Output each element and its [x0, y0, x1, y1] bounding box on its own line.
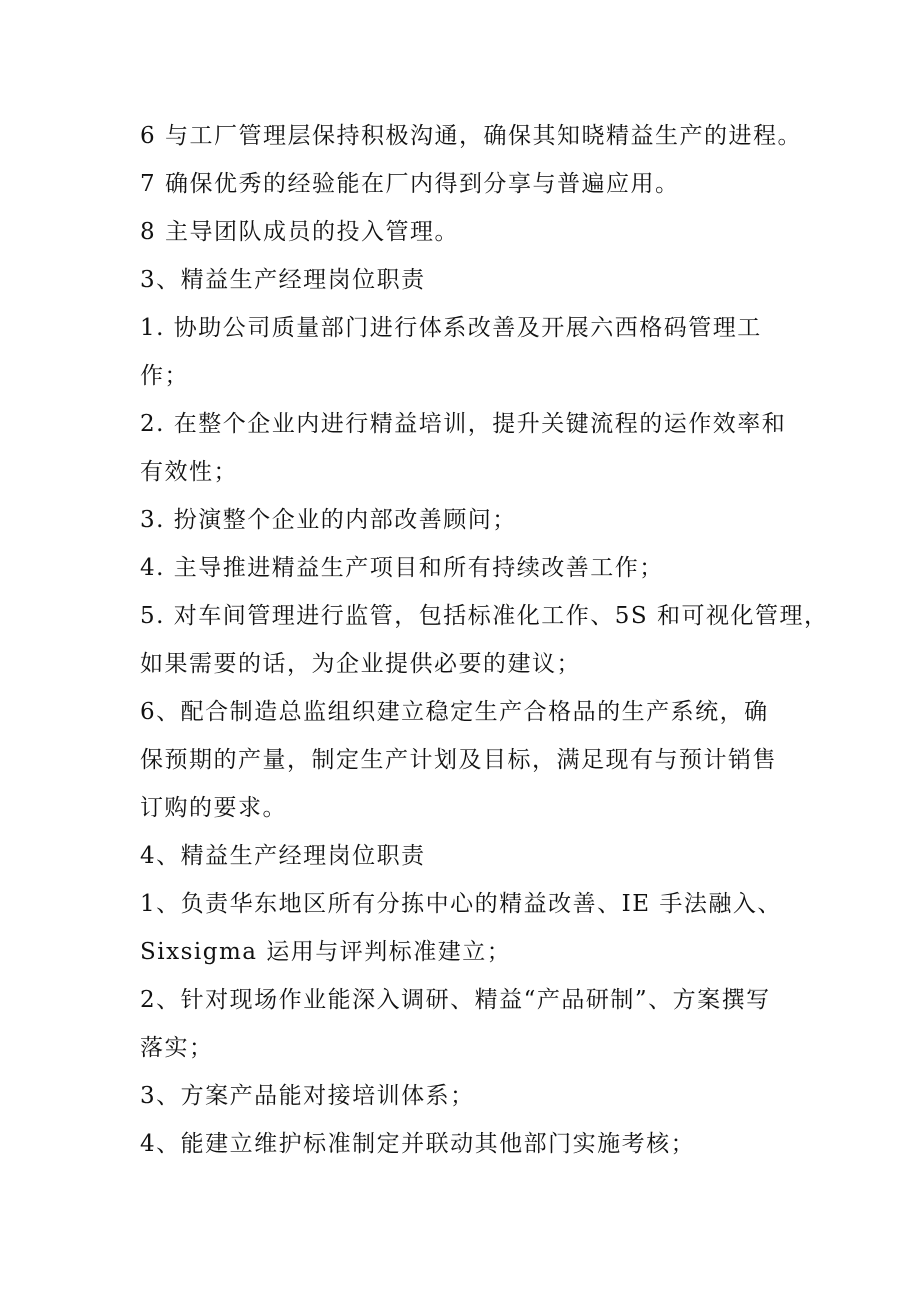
- text-line: 订购的要求。: [140, 795, 287, 821]
- text-line: 3. 扮演整个企业的内部改善顾问；: [140, 507, 517, 533]
- section-heading: 3、精益生产经理岗位职责: [140, 267, 426, 293]
- text-line: 4、能建立维护标准制定并联动其他部门实施考核；: [140, 1131, 696, 1157]
- text-line: 3、方案产品能对接培训体系；: [140, 1083, 475, 1109]
- text-line: 6 与工厂管理层保持积极沟通，确保其知晓精益生产的进程。: [140, 123, 802, 149]
- text-line: 8 主导团队成员的投入管理。: [140, 219, 459, 245]
- text-line: 1、负责华东地区所有分拣中心的精益改善、IE 手法融入、: [140, 891, 782, 917]
- text-line: 2、针对现场作业能深入调研、精益“产品研制”、方案撰写: [140, 987, 771, 1013]
- section-heading: 4、精益生产经理岗位职责: [140, 843, 426, 869]
- text-line: 如果需要的话，为企业提供必要的建议；: [140, 651, 581, 677]
- text-line: 落实；: [140, 1035, 214, 1061]
- text-line: 作；: [140, 363, 189, 389]
- text-line: 1. 协助公司质量部门进行体系改善及开展六西格码管理工: [140, 315, 762, 341]
- text-line: 有效性；: [140, 459, 238, 485]
- text-line: 保预期的产量，制定生产计划及目标，满足现有与预计销售: [140, 747, 777, 773]
- text-line: 5. 对车间管理进行监管，包括标准化工作、5S 和可视化管理，: [140, 603, 829, 629]
- text-line: 6、配合制造总监组织建立稳定生产合格品的生产系统，确: [140, 699, 769, 725]
- text-line: 2. 在整个企业内进行精益培训，提升关键流程的运作效率和: [140, 411, 787, 437]
- document-body: [140, 112, 829, 1168]
- text-line: Sixsigma 运用与评判标准建立；: [140, 939, 512, 965]
- text-line: 7 确保优秀的经验能在厂内得到分享与普遍应用。: [140, 171, 680, 197]
- text-line: 4. 主导推进精益生产项目和所有持续改善工作；: [140, 555, 664, 581]
